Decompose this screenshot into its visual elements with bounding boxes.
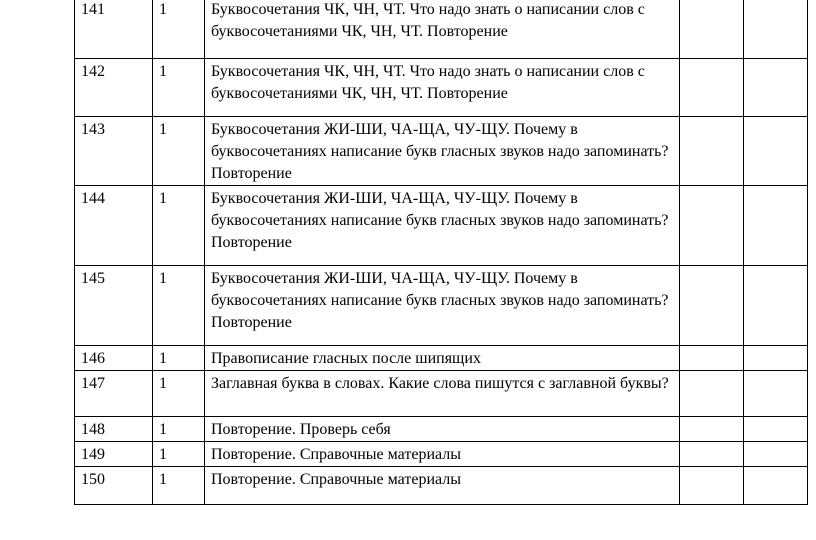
lesson-topic-cell: Буквосочетания ЧК, ЧН, ЧТ. Что надо знать о написании слов с буквосочетаниями ЧК, ЧН, ЧТ. Повторение bbox=[205, 59, 680, 117]
lesson-topic-cell: Буквосочетания ЖИ-ШИ, ЧА-ЩА, ЧУ-ЩУ. Почему в буквосочетаниях написание букв гласных звуков надо запоминать? Повторение bbox=[205, 117, 680, 186]
lesson-topic-cell: Повторение. Справочные материалы bbox=[205, 467, 680, 505]
empty-cell bbox=[744, 371, 808, 417]
empty-cell bbox=[680, 417, 744, 442]
lesson-number-cell: 147 bbox=[75, 371, 153, 417]
table-row bbox=[75, 59, 808, 117]
lesson-number-cell: 144 bbox=[75, 186, 153, 266]
hours-cell: 1 bbox=[153, 0, 205, 59]
empty-cell bbox=[744, 417, 808, 442]
lesson-number-cell: 142 bbox=[75, 59, 153, 117]
empty-cell bbox=[680, 0, 744, 59]
empty-cell bbox=[744, 266, 808, 346]
lesson-topic-cell: Буквосочетания ЖИ-ШИ, ЧА-ЩА, ЧУ-ЩУ. Почему в буквосочетаниях написание букв гласных звуков надо запоминать? Повторение bbox=[205, 266, 680, 346]
lesson-topic-cell: Заглавная буква в словах. Какие слова пишутся с заглавной буквы? bbox=[205, 371, 680, 417]
empty-cell bbox=[680, 371, 744, 417]
lesson-topic-cell: Буквосочетания ЖИ-ШИ, ЧА-ЩА, ЧУ-ЩУ. Почему в буквосочетаниях написание букв гласных звуков надо запоминать? Повторение bbox=[205, 186, 680, 266]
lesson-topic-cell: Буквосочетания ЧК, ЧН, ЧТ. Что надо знать о написании слов с буквосочетаниями ЧК, ЧН, ЧТ. Повторение bbox=[205, 0, 680, 59]
table-row bbox=[75, 442, 808, 467]
table-row bbox=[75, 0, 808, 59]
empty-cell bbox=[744, 442, 808, 467]
lesson-topic-cell: Повторение. Проверь себя bbox=[205, 417, 680, 442]
hours-cell: 1 bbox=[153, 186, 205, 266]
empty-cell bbox=[680, 59, 744, 117]
hours-cell: 1 bbox=[153, 346, 205, 371]
table-row bbox=[75, 266, 808, 346]
empty-cell bbox=[680, 346, 744, 371]
empty-cell bbox=[744, 467, 808, 505]
table-row bbox=[75, 346, 808, 371]
lesson-topic-cell: Правописание гласных после шипящих bbox=[205, 346, 680, 371]
empty-cell bbox=[744, 117, 808, 186]
empty-cell bbox=[744, 0, 808, 59]
lesson-number-cell: 146 bbox=[75, 346, 153, 371]
hours-cell: 1 bbox=[153, 417, 205, 442]
empty-cell bbox=[680, 117, 744, 186]
hours-cell: 1 bbox=[153, 266, 205, 346]
empty-cell bbox=[680, 467, 744, 505]
hours-cell: 1 bbox=[153, 371, 205, 417]
empty-cell bbox=[680, 442, 744, 467]
lesson-plan-table bbox=[74, 0, 808, 505]
table-row bbox=[75, 371, 808, 417]
hours-cell: 1 bbox=[153, 117, 205, 186]
lesson-number-cell: 143 bbox=[75, 117, 153, 186]
lesson-number-cell: 148 bbox=[75, 417, 153, 442]
empty-cell bbox=[680, 266, 744, 346]
lesson-number-cell: 145 bbox=[75, 266, 153, 346]
lesson-number-cell: 141 bbox=[75, 0, 153, 59]
empty-cell bbox=[744, 186, 808, 266]
empty-cell bbox=[744, 59, 808, 117]
hours-cell: 1 bbox=[153, 442, 205, 467]
lesson-topic-cell: Повторение. Справочные материалы bbox=[205, 442, 680, 467]
hours-cell: 1 bbox=[153, 467, 205, 505]
table-row bbox=[75, 186, 808, 266]
table-row bbox=[75, 417, 808, 442]
empty-cell bbox=[680, 186, 744, 266]
table-row bbox=[75, 117, 808, 186]
empty-cell bbox=[744, 346, 808, 371]
lesson-number-cell: 150 bbox=[75, 467, 153, 505]
lesson-number-cell: 149 bbox=[75, 442, 153, 467]
hours-cell: 1 bbox=[153, 59, 205, 117]
table-row bbox=[75, 467, 808, 505]
